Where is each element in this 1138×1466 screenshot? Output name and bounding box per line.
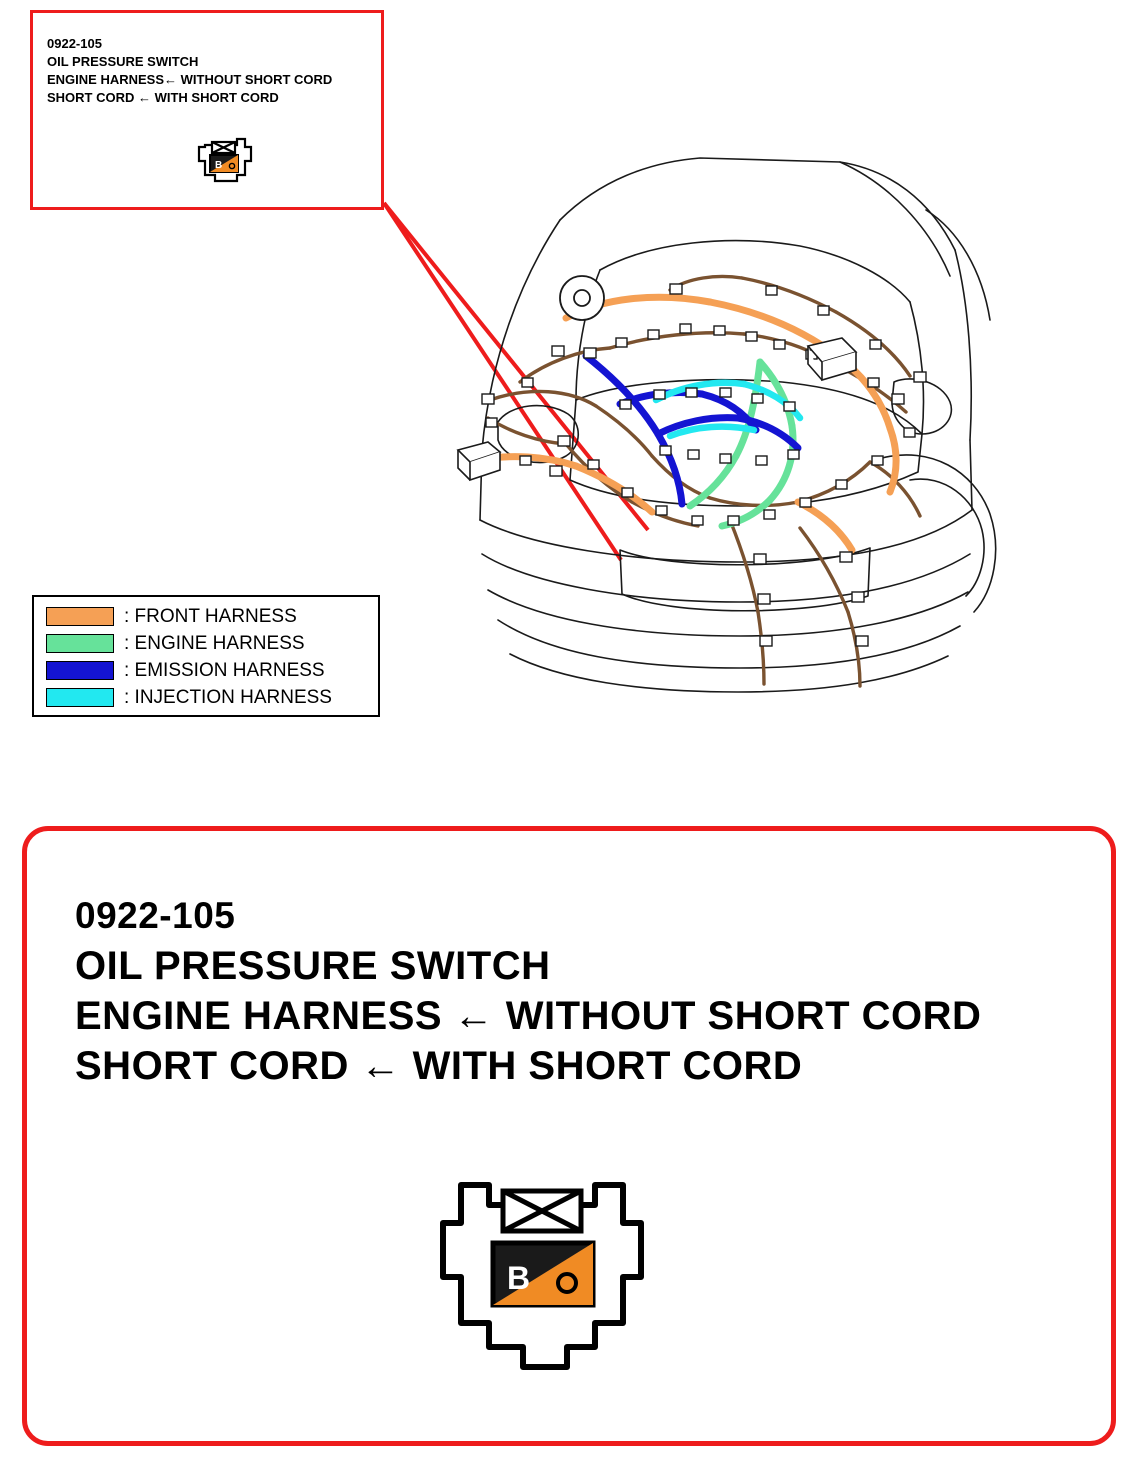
legend-item bbox=[34, 603, 378, 630]
legend-swatch-front-harness bbox=[46, 607, 114, 626]
legend-swatch-engine-harness bbox=[46, 634, 114, 653]
legend-swatch-injection-harness bbox=[46, 688, 114, 707]
callout-large-code: 0922-105 bbox=[75, 895, 236, 936]
legend-item bbox=[34, 630, 378, 657]
engine-compartment-diagram bbox=[370, 150, 1010, 730]
legend-item bbox=[34, 657, 378, 684]
legend-item bbox=[34, 684, 378, 711]
legend-swatch-emission-harness bbox=[46, 661, 114, 680]
callout-small-line3: SHORT CORD ← WITH SHORT CORD bbox=[47, 90, 279, 105]
callout-small-line1: OIL PRESSURE SWITCH bbox=[47, 54, 199, 69]
connector-icon-large bbox=[427, 1161, 657, 1391]
legend-label-emission-harness: : EMISSION HARNESS bbox=[124, 659, 325, 681]
connector-large-letter: B bbox=[507, 1260, 531, 1296]
harness-color-legend bbox=[32, 595, 380, 717]
callout-large-line1: OIL PRESSURE SWITCH bbox=[75, 944, 551, 988]
callout-small-line2: ENGINE HARNESS← WITHOUT SHORT CORD bbox=[47, 72, 333, 87]
connector-icon-small bbox=[193, 133, 261, 193]
callout-box-small bbox=[30, 10, 384, 210]
callout-box-large bbox=[22, 826, 1116, 1446]
connector-small-letter: B bbox=[215, 160, 223, 171]
callout-large-line2: ENGINE HARNESS ← WITHOUT SHORT CORD bbox=[75, 994, 982, 1038]
callout-large-text bbox=[75, 891, 981, 1091]
legend-label-front-harness: : FRONT HARNESS bbox=[124, 605, 297, 627]
legend-label-injection-harness: : INJECTION HARNESS bbox=[124, 686, 332, 708]
legend-label-engine-harness: : ENGINE HARNESS bbox=[124, 632, 305, 654]
callout-small-text bbox=[47, 35, 332, 107]
callout-large-line3: SHORT CORD ← WITH SHORT CORD bbox=[75, 1044, 803, 1088]
callout-small-code: 0922-105 bbox=[47, 36, 102, 51]
